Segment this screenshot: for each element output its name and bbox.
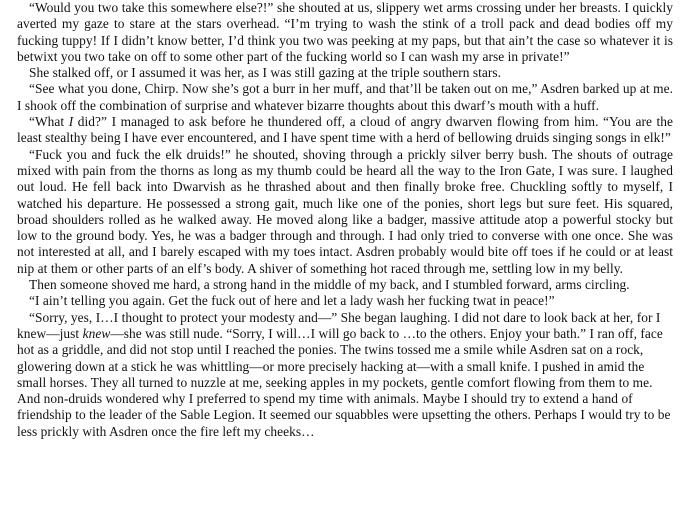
paragraph-3: “See what you done, Chirp. Now she’s got a burr in her muff, and that’ll be taken out on me,” Asdren barked up at me. I shook off the combination of surprise and whatever bizarre thoughts about this dwarf’s mouth with a huff. (17, 81, 673, 113)
paragraph-8: “Sorry, yes, I…I thought to protect your modesty and—” She began laughing. I did not dare to look back at her, for I knew—just knew—she was still nude. “Sorry, I will…I will go back to …to the others. Enjoy your bath.” I ran off, face hot as a griddle, and did not stop until I reached the ponies. The twins tossed me a smile while Asdren sat on a rock, glowering down at a stick he was whittling—or more precisely hacking at—with a small knife. I pushed in amid the small horses. They all turned to nuzzle at me, seeking apples in my pockets, gentle comfort flowing from them to me. And non-druids wondered why I preferred to spend my time with animals. Maybe I should try to extend a hand of friendship to the leader of the Sable Legion. It seemed our squabbles were upsetting the others. Perhaps I would try to be less prickly with Asdren once the fire left my cheeks… (17, 309, 671, 439)
paragraph-1: “Would you two take this somewhere else?!” she shouted at us, slippery wet arms crossing under her breasts. I quickly averted my gaze to stare at the stars overhead. “I’m trying to wash the stink of a troll pack and dead bodies off my fucking tuppy! If I didn’t know better, I’d think you two was peeking at my paps, but that ain’t the case so whatever it is betwixt you two take on off to some other part of the fucking world so I can wash my arse in private!” (17, 0, 673, 64)
emphasized-word: I (68, 114, 74, 130)
emphasized-word: knew (82, 325, 111, 341)
paragraph-2: She stalked off, or I assumed it was her, as I was still gazing at the triple southern stars. (29, 65, 502, 81)
paragraph-4: “What I did?” I managed to ask before he thundered off, a cloud of angry dwarven flowing from him. “You are the least stealthy being I have ever encountered, and I have spent time with a herd of bellowing druids singing songs in elk!” (17, 114, 673, 146)
paragraph-6: Then someone shoved me hard, a strong hand in the middle of my back, and I stumbled forward, arms circling. (29, 277, 630, 293)
paragraph-7: “I ain’t telling you again. Get the fuck out of here and let a lady wash her fucking twat in peace!” (29, 293, 555, 309)
paragraph-5: “Fuck you and fuck the elk druids!” he shouted, shoving through a prickly silver berry bush. The shouts of outrage mixed with pain from the thorns as long as my thumb could be heard all the way to the Iron Gate, I was sure. I laughed out loud. He fell back into Dwarvish as he thrashed about and then finally broke free. Chuckling softly to myself, I watched his departure. He possessed a strong gait, much like one of the ponies, short legs but sure feet. His squared, broad shoulders rolled as he walked away. He moved along like a badger, massive attitude atop a powerful stocky but low to the ground body. Yes, he was a badger through and through. I had only tried to converse with one once. She was not interested at all, and I barely escaped with my toes intact. Asdren probably would bite off toes if he could or at least nip at them or other parts of an elf’s body. A shiver of something hot raced through me, settling low in my belly. (17, 146, 673, 276)
